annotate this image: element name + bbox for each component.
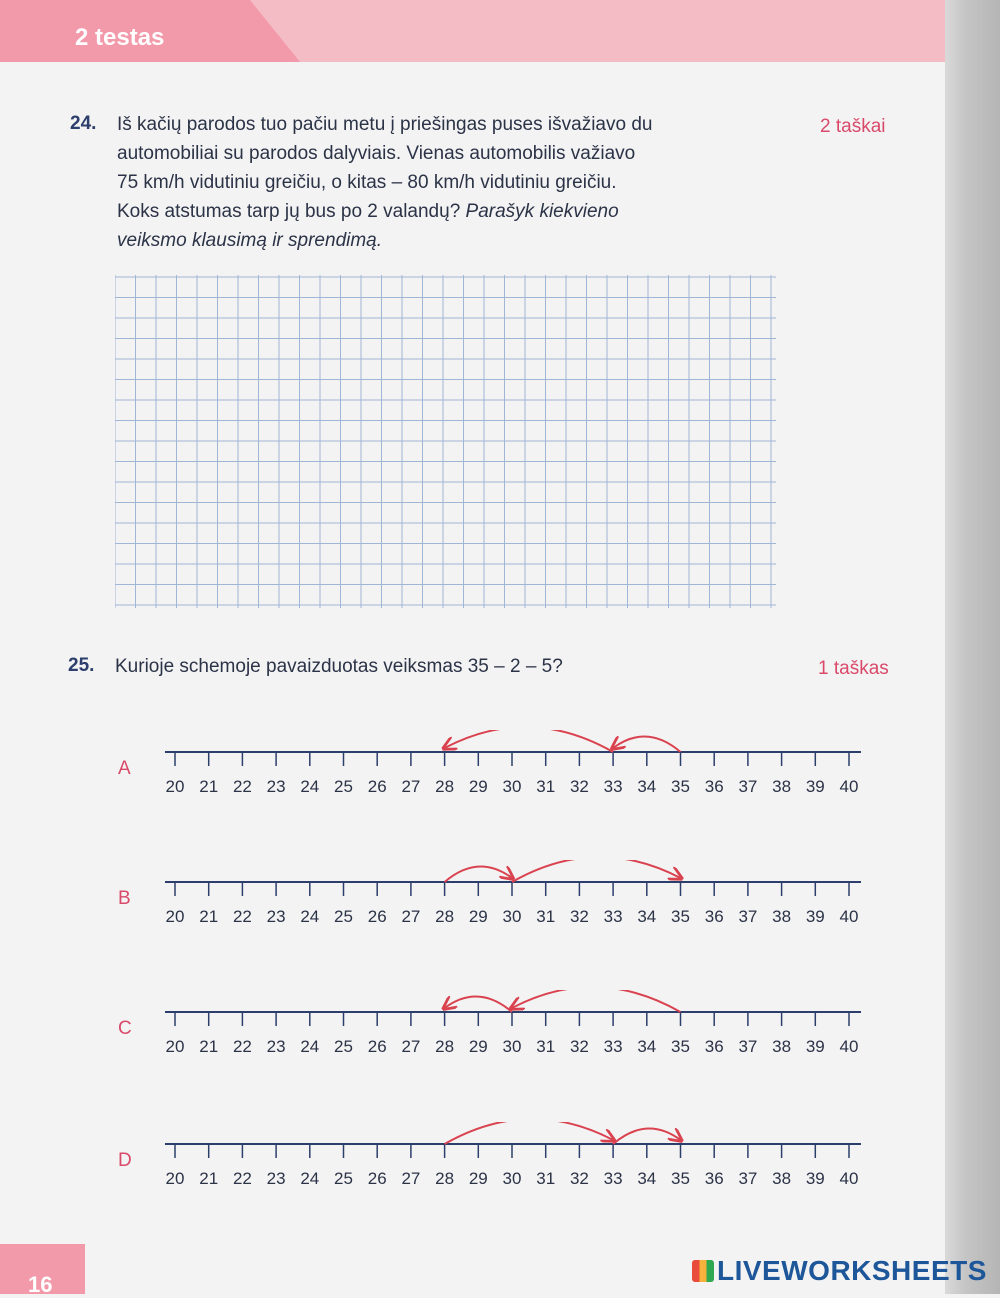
tick-label-27: 27 xyxy=(401,777,421,796)
tick-label-35: 35 xyxy=(671,777,690,796)
tick-label-22: 22 xyxy=(232,1169,252,1188)
brand-logo xyxy=(692,1255,987,1287)
tick-label-22: 22 xyxy=(232,907,252,926)
tick-label-31: 31 xyxy=(536,1169,556,1188)
tick-label-26: 26 xyxy=(367,1169,387,1188)
tick-label-22: 22 xyxy=(232,777,252,796)
tick-label-21: 21 xyxy=(199,907,219,926)
tick-label-24: 24 xyxy=(300,777,320,796)
question-24-number: 24. xyxy=(70,113,97,134)
tick-label-40: 40 xyxy=(839,1037,859,1056)
tick-label-34: 34 xyxy=(637,1037,657,1056)
question-24-line-5 xyxy=(117,226,797,255)
question-24-question: Koks atstumas tarp jų bus po 2 valandų? xyxy=(117,201,461,222)
option-c-number-line[interactable] xyxy=(150,990,880,1060)
tick-label-37: 37 xyxy=(738,907,758,926)
tick-label-28: 28 xyxy=(435,907,455,926)
tick-label-23: 23 xyxy=(266,907,286,926)
tick-label-40: 40 xyxy=(839,777,859,796)
jump-arc-28-to-30 xyxy=(445,867,512,882)
option-d-number-line[interactable] xyxy=(150,1122,880,1192)
tick-label-39: 39 xyxy=(805,907,825,926)
question-24-line-3: 75 km/h vidutiniu greičiu, o kitas – 80 km/h vidutiniu greičiu. xyxy=(117,172,617,193)
tick-label-30: 30 xyxy=(502,1037,522,1056)
tick-label-20: 20 xyxy=(165,907,185,926)
tick-label-30: 30 xyxy=(502,777,522,796)
tick-label-29: 29 xyxy=(468,1037,488,1056)
tick-label-26: 26 xyxy=(367,777,387,796)
option-b-letter[interactable]: B xyxy=(118,888,131,909)
tick-label-37: 37 xyxy=(738,1037,758,1056)
tick-label-33: 33 xyxy=(603,777,623,796)
tick-label-36: 36 xyxy=(704,1037,724,1056)
tick-label-25: 25 xyxy=(334,1037,353,1056)
answer-grid[interactable] xyxy=(115,275,780,615)
option-a-number-line[interactable] xyxy=(150,730,880,800)
tick-label-34: 34 xyxy=(637,777,657,796)
page-number: 16 xyxy=(28,1272,53,1297)
tick-label-38: 38 xyxy=(772,777,792,796)
tick-label-21: 21 xyxy=(199,1169,219,1188)
tick-label-38: 38 xyxy=(772,1037,792,1056)
tick-label-36: 36 xyxy=(704,1169,724,1188)
option-c-letter[interactable]: C xyxy=(118,1018,132,1039)
tick-label-29: 29 xyxy=(468,1169,488,1188)
option-d-letter[interactable]: D xyxy=(118,1150,132,1171)
tick-label-23: 23 xyxy=(266,1037,286,1056)
question-24-line-4 xyxy=(117,197,797,226)
tick-label-27: 27 xyxy=(401,1169,421,1188)
tick-label-33: 33 xyxy=(603,1169,623,1188)
tick-label-26: 26 xyxy=(367,907,387,926)
tick-label-21: 21 xyxy=(199,1037,219,1056)
tick-label-38: 38 xyxy=(772,907,792,926)
tick-label-32: 32 xyxy=(569,1169,589,1188)
tick-label-36: 36 xyxy=(704,777,724,796)
tick-label-37: 37 xyxy=(738,1169,758,1188)
question-24-line-1: Iš kačių parodos tuo pačiu metu į priešingas puses išvažiavo du xyxy=(117,114,653,135)
question-25-number: 25. xyxy=(68,655,95,676)
tick-label-32: 32 xyxy=(569,907,589,926)
tick-label-26: 26 xyxy=(367,1037,387,1056)
tick-label-39: 39 xyxy=(805,1037,825,1056)
tick-label-24: 24 xyxy=(300,1169,320,1188)
tick-label-28: 28 xyxy=(435,1169,455,1188)
tick-label-31: 31 xyxy=(536,777,556,796)
tick-label-35: 35 xyxy=(671,1169,690,1188)
tick-label-35: 35 xyxy=(671,1037,690,1056)
jump-arc-33-to-28 xyxy=(445,730,613,752)
jump-arc-35-to-30 xyxy=(512,990,681,1012)
tick-label-20: 20 xyxy=(165,777,185,796)
tick-label-37: 37 xyxy=(738,777,758,796)
tick-label-31: 31 xyxy=(536,1037,556,1056)
tick-label-30: 30 xyxy=(502,1169,522,1188)
tick-label-39: 39 xyxy=(805,1169,825,1188)
question-24-instruction-a: Parašyk kiekvieno xyxy=(465,201,619,222)
tick-label-20: 20 xyxy=(165,1169,185,1188)
tick-label-23: 23 xyxy=(266,1169,286,1188)
section-title: 2 testas xyxy=(75,24,165,51)
jump-arc-33-to-35 xyxy=(613,1129,680,1144)
brand-icon xyxy=(692,1260,714,1282)
question-25-text: Kurioje schemoje pavaizduotas veiksmas 35 – 2 – 5? xyxy=(115,656,563,677)
tick-label-25: 25 xyxy=(334,777,353,796)
tick-label-23: 23 xyxy=(266,777,286,796)
tick-label-28: 28 xyxy=(435,777,455,796)
tick-label-25: 25 xyxy=(334,907,353,926)
tick-label-29: 29 xyxy=(468,777,488,796)
jump-arc-30-to-35 xyxy=(512,860,681,882)
tick-label-27: 27 xyxy=(401,1037,421,1056)
tick-label-34: 34 xyxy=(637,907,657,926)
question-25-points: 1 taškas xyxy=(818,658,889,679)
tick-label-22: 22 xyxy=(232,1037,252,1056)
page-edge-shadow xyxy=(945,0,1000,1294)
jump-arc-35-to-33 xyxy=(613,737,680,752)
tick-label-27: 27 xyxy=(401,907,421,926)
tick-label-32: 32 xyxy=(569,1037,589,1056)
tick-label-36: 36 xyxy=(704,907,724,926)
tick-label-34: 34 xyxy=(637,1169,657,1188)
tick-label-29: 29 xyxy=(468,907,488,926)
option-b-number-line[interactable] xyxy=(150,860,880,930)
tick-label-40: 40 xyxy=(839,1169,859,1188)
tick-label-35: 35 xyxy=(671,907,690,926)
tick-label-31: 31 xyxy=(536,907,556,926)
question-24-text xyxy=(117,110,797,255)
tick-label-39: 39 xyxy=(805,777,825,796)
tick-label-25: 25 xyxy=(334,1169,353,1188)
tick-label-32: 32 xyxy=(569,777,589,796)
question-24-instruction-b: veiksmo klausimą ir sprendimą. xyxy=(117,230,383,251)
tick-label-33: 33 xyxy=(603,1037,623,1056)
tick-label-30: 30 xyxy=(502,907,522,926)
tick-label-40: 40 xyxy=(839,907,859,926)
tick-label-38: 38 xyxy=(772,1169,792,1188)
tick-label-33: 33 xyxy=(603,907,623,926)
option-a-letter[interactable]: A xyxy=(118,758,131,779)
tick-label-21: 21 xyxy=(199,777,219,796)
question-24-line-2: automobiliai su parodos dalyviais. Vienas automobilis važiavo xyxy=(117,143,636,164)
question-24-points: 2 taškai xyxy=(820,116,886,137)
tick-label-20: 20 xyxy=(165,1037,185,1056)
jump-arc-30-to-28 xyxy=(445,997,512,1012)
brand-text: LIVEWORKSHEETS xyxy=(717,1255,987,1286)
jump-arc-28-to-33 xyxy=(445,1122,613,1144)
tick-label-28: 28 xyxy=(435,1037,455,1056)
tick-label-24: 24 xyxy=(300,907,320,926)
tick-label-24: 24 xyxy=(300,1037,320,1056)
